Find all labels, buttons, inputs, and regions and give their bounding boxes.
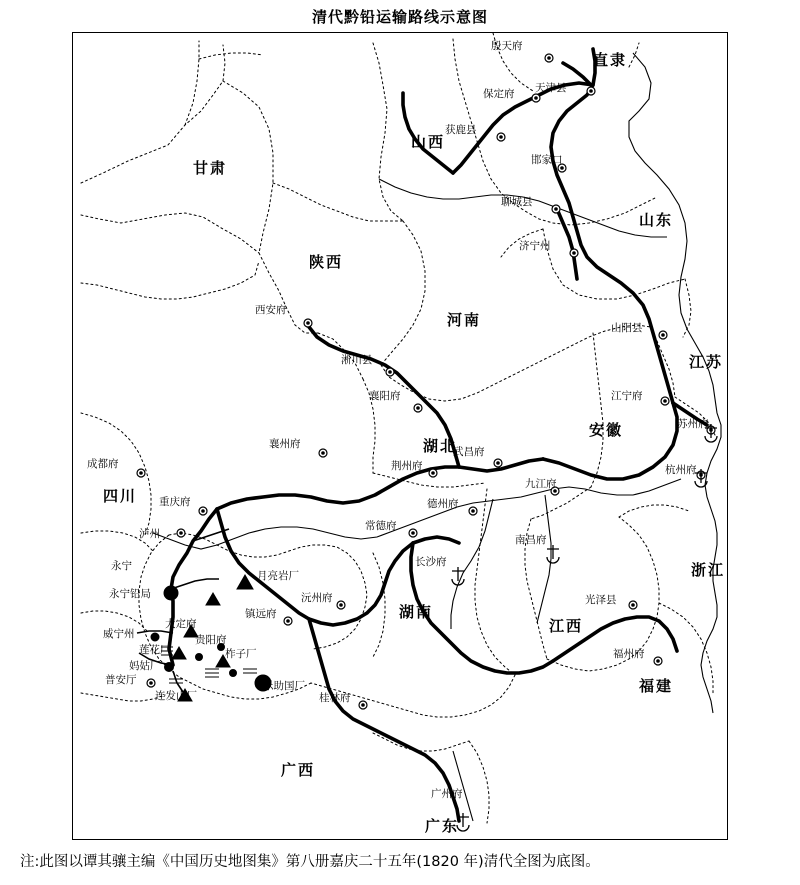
city-label-zhenyuanfu: 镇远府 bbox=[245, 608, 277, 620]
city-label-chengdufu: 成都府 bbox=[87, 458, 119, 470]
city-label-xiangyangfu: 襄阳府 bbox=[369, 390, 401, 402]
province-label-hunan: 湖南 bbox=[399, 603, 434, 621]
city-label-nanchangfu: 南昌府 bbox=[515, 534, 547, 546]
city-label-yongning: 永宁 bbox=[111, 560, 132, 572]
mine-label-lezhuguochang: 乐助国厂 bbox=[263, 680, 305, 692]
province-label-shanxi: 山西 bbox=[411, 133, 446, 151]
mine-label-maguchang: 妈姑厂 bbox=[129, 660, 161, 672]
province-label-shandong: 山东 bbox=[639, 211, 674, 229]
city-label-chongqingfu: 重庆府 bbox=[159, 496, 191, 508]
city-label-suzhoufu: 苏州府 bbox=[677, 418, 709, 430]
city-label-liaochengxian: 聊城县 bbox=[501, 196, 533, 208]
province-label-guangxi: 广西 bbox=[281, 761, 316, 779]
city-label-kuizhoufu: 襄州府 bbox=[269, 438, 301, 450]
city-label-changdefu: 常德府 bbox=[365, 520, 397, 532]
transport-route-main bbox=[169, 49, 707, 821]
province-label-fujian: 福建 bbox=[639, 677, 674, 695]
mine-label-lianhuachang: 莲花厂 bbox=[139, 644, 171, 656]
province-label-sichuan: 四川 bbox=[103, 487, 138, 505]
province-label-jiangsu: 江苏 bbox=[689, 353, 724, 371]
mine-label-yueliangyanchang: 月亮岩厂 bbox=[257, 570, 299, 582]
city-label-yantianfu: 殷天府 bbox=[491, 40, 523, 52]
city-label-dezhoufu: 德州府 bbox=[427, 498, 459, 510]
map-graphic bbox=[73, 33, 726, 838]
city-label-baodingfu: 保定府 bbox=[483, 88, 515, 100]
province-label-gansu: 甘肃 bbox=[193, 159, 228, 177]
mine-label-zhazichang: 柞子厂 bbox=[225, 648, 257, 660]
province-label-guangdong: 广东 bbox=[425, 817, 460, 835]
map-frame bbox=[72, 32, 728, 840]
province-label-shaanxi: 陕西 bbox=[309, 253, 344, 271]
city-label-xichuanxian: 淅川县 bbox=[341, 354, 373, 366]
city-label-wuchangfu: 武昌府 bbox=[453, 446, 485, 458]
province-label-anhui: 安徽 bbox=[589, 421, 624, 439]
city-label-jingzhoufu: 荆州府 bbox=[391, 460, 423, 472]
city-label-changshafu: 长沙府 bbox=[415, 556, 447, 568]
city-label-guangzexian: 光泽县 bbox=[585, 594, 617, 606]
province-label-hubei: 湖北 bbox=[423, 437, 458, 455]
province-label-jiangxi: 江西 bbox=[549, 617, 584, 635]
city-label-yuanzhoufu: 沅州府 bbox=[301, 592, 333, 604]
city-label-fuzhoufu: 福州府 bbox=[613, 648, 645, 660]
city-label-guangzhoufu: 广州府 bbox=[431, 788, 463, 800]
province-label-henan: 河南 bbox=[447, 311, 482, 329]
city-label-puanting: 普安厅 bbox=[105, 674, 137, 686]
city-label-huoluxian: 获鹿县 bbox=[445, 124, 477, 136]
port-markers bbox=[452, 421, 717, 831]
city-label-guilinfu: 桂林府 bbox=[319, 692, 351, 704]
city-label-jiangningfu: 江宁府 bbox=[611, 390, 643, 402]
mine-label-lianfashanchang: 连发山厂 bbox=[155, 690, 197, 702]
mine-label-yongningqianju: 永宁铅局 bbox=[109, 588, 151, 600]
mine-label-dadingfu: 大定府 bbox=[165, 618, 197, 630]
city-label-jiujiangfu: 九江府 bbox=[525, 478, 557, 490]
mine-label-weiningzhou: 威宁州 bbox=[103, 628, 135, 640]
city-label-shanyangxian: 山阳县 bbox=[611, 322, 643, 334]
city-label-luzhou: 泸州 bbox=[139, 528, 160, 540]
city-label-xianfu: 西安府 bbox=[255, 304, 287, 316]
province-label-zhejiang: 浙江 bbox=[691, 561, 726, 579]
city-label-jiningzhou: 济宁州 bbox=[519, 240, 551, 252]
province-label-zhili: 直隶 bbox=[593, 51, 628, 69]
city-label-guiyangfu: 贵阳府 bbox=[195, 634, 227, 646]
map-note: 注:此图以谭其骧主编《中国历史地图集》第八册嘉庆二十五年(1820 年)清代全图为底图。 bbox=[20, 854, 600, 870]
city-label-hangzhoufu: 杭州府 bbox=[665, 464, 697, 476]
city-label-tianjinxian: 天津县 bbox=[535, 82, 567, 94]
city-label-handankou: 邯家口 bbox=[531, 154, 563, 166]
page-title: 清代黔铅运输路线示意图 bbox=[311, 8, 488, 26]
